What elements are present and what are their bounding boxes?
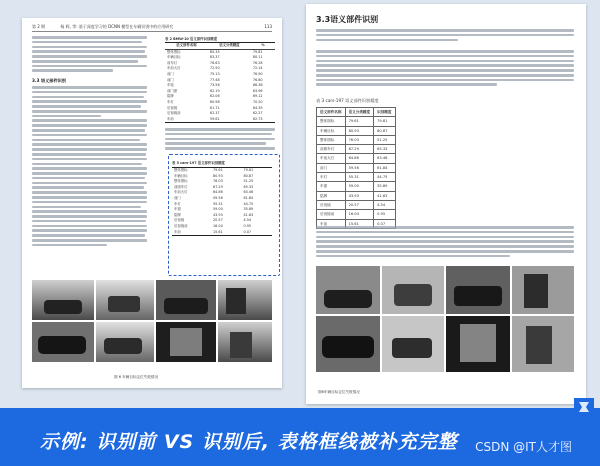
right-section-heading: 3.3语义部件识别: [316, 15, 379, 24]
table-cell: 前照车灯: [174, 184, 188, 189]
table-cell: 72.14: [252, 66, 263, 71]
banner-text: 示例: 识别前 VS 识别后, 表格框线被补充完整: [40, 431, 458, 453]
table-cell: 75.13: [209, 71, 220, 76]
table-row: [317, 154, 396, 163]
table-row: [317, 173, 396, 182]
table-cell: 76.03: [345, 135, 374, 144]
table-cell: 62.73: [252, 116, 263, 121]
table-cell: 后视镜: [174, 218, 185, 223]
table-cell: 43.93: [345, 191, 374, 200]
table-cell: 79.81: [374, 117, 395, 126]
table-cell: 61.71: [209, 105, 220, 110]
table-cell: 后视镜前: [167, 111, 181, 116]
table-cell: 59.00: [213, 207, 223, 212]
table-cell: 41.63: [374, 191, 395, 200]
table-cell: 4.54: [243, 218, 252, 223]
table-cell: 20.57: [345, 200, 374, 209]
table-cell: 0.07: [243, 229, 252, 234]
header-rule: [32, 31, 272, 32]
header-title: 杨 辉, 等: 基于深度学习的 DCNN 模型在车辆识别中的应用研究: [60, 24, 174, 29]
table-cell: 79.61: [345, 117, 374, 126]
table-cell: 整体图标: [317, 117, 346, 126]
table-cell: 前门: [167, 77, 174, 82]
table-cell: 前门: [167, 71, 174, 76]
table-cell: 80.93: [345, 126, 374, 135]
table-cell: 车前: [174, 229, 181, 234]
left-table-top: [165, 42, 275, 123]
table-cell: 63.46: [243, 190, 254, 195]
header-issue: 第 2 期: [32, 24, 46, 29]
table-cell: 62.06: [209, 94, 220, 99]
table-cell: 44.75: [243, 201, 254, 206]
table-cell: 铭牌: [317, 191, 346, 200]
table-cell: 整体图标: [317, 135, 346, 144]
left-table-top-caption: 表 2 BMW-10 语义部件识别精度: [165, 37, 218, 41]
table-cell: 车前大灯: [167, 66, 181, 71]
table-cell: 76.90: [252, 71, 263, 76]
table-cell: 61.84: [243, 195, 254, 200]
right-body-text: [316, 50, 574, 88]
table-row: [317, 182, 396, 191]
table-cell: 79.81: [243, 168, 254, 172]
right-column-text: [165, 128, 275, 152]
table-cell: 77.48: [209, 77, 220, 82]
table-cell: 0.95: [243, 223, 252, 228]
page-header: [32, 24, 272, 30]
table-cell: 后视镜: [167, 105, 178, 110]
table-cell: 80.11: [252, 55, 263, 60]
corner-ribbon-icon: [574, 398, 594, 420]
table-cell: 59.61: [209, 116, 220, 121]
table-header-cell: 语义分类精度: [345, 108, 374, 117]
table-cell: 15.61: [345, 219, 374, 228]
table-cell: 车辆目标: [174, 173, 188, 178]
table-cell: 63.46: [374, 154, 395, 163]
table-cell: 63.96: [252, 88, 263, 93]
table-cell: 前门: [174, 195, 181, 200]
table-row: [317, 210, 396, 219]
table-cell: 59.00: [345, 182, 374, 191]
table-cell: 69.12: [252, 94, 263, 99]
table-cell: 16.04: [345, 210, 374, 219]
table-row: [165, 117, 275, 123]
table-cell: 35.89: [374, 182, 395, 191]
table-row: [317, 200, 396, 209]
table-cell: 59.56: [345, 163, 374, 172]
table-cell: 车辆目标: [167, 55, 181, 60]
table-cell: 80.87: [243, 173, 254, 178]
right-bordered-table: [316, 107, 396, 229]
figure-caption: 图6车辆目标定位失败情况: [318, 390, 360, 394]
table-cell: 前车灯: [167, 60, 178, 65]
table-cell: 前门: [317, 163, 346, 172]
figure-car-photos-recognized: [316, 266, 574, 384]
table-cell: 车前: [167, 116, 174, 121]
table-cell: 60.98: [209, 99, 220, 104]
table-cell: 车灯: [167, 99, 174, 104]
table-cell: 67.29: [213, 184, 223, 189]
table-cell: 车灯: [174, 201, 181, 206]
table-cell: 67.29: [345, 145, 374, 154]
table-cell: 80.87: [374, 126, 395, 135]
left-table-bottom-caption: 表 3 cars-197 语义部件识别精度: [172, 161, 225, 165]
table-row: [317, 117, 396, 126]
table-cell: 车轮: [167, 83, 174, 88]
table-cell: 前照车灯: [317, 145, 346, 154]
recognized-document-page: [306, 4, 586, 404]
table-cell: 76.80: [252, 77, 263, 82]
table-cell: 后视镜前: [174, 223, 188, 228]
table-cell: 16.04: [213, 223, 223, 228]
figure-caption: 图 6 车辆目标定位失败情况: [114, 375, 159, 379]
left-column-text-top: [32, 36, 147, 74]
table-cell: 后视镜: [317, 200, 346, 209]
table-cell: 44.75: [374, 173, 395, 182]
table-cell: 61.84: [374, 163, 395, 172]
table-cell: 车窗: [317, 182, 346, 191]
header-page-number: 113: [264, 24, 272, 29]
table-cell: 55.31: [345, 173, 374, 182]
table-row: [317, 126, 396, 135]
right-text-after-table: [316, 226, 574, 259]
table-cell: 20.57: [213, 218, 223, 223]
table-row: [317, 163, 396, 172]
table-cell: 80.93: [213, 173, 223, 178]
highlight-dashed-box: [168, 154, 280, 276]
table-cell: 铭牌: [174, 212, 181, 217]
table-header-cell: 语义部件名称: [176, 43, 197, 47]
left-column-text-body: [32, 86, 147, 249]
table-cell: 72.50: [209, 66, 220, 71]
table-cell: 0.95: [374, 210, 395, 219]
csdn-watermark: CSDN @IT人才图: [475, 440, 572, 454]
table-cell: 76.03: [213, 179, 223, 184]
table-cell: 59.56: [213, 195, 223, 200]
table-header-cell: 识别精度: [374, 108, 395, 117]
table-cell: 68.36: [252, 83, 263, 88]
table-cell: 车辆目标: [317, 126, 346, 135]
table-cell: 65.33: [374, 145, 395, 154]
table-header-cell: 语义分类精度: [219, 43, 240, 47]
table-cell: 车前大灯: [174, 190, 188, 195]
table-header-cell: %: [261, 43, 265, 47]
table-cell: 64.86: [345, 154, 374, 163]
table-cell: 62.27: [252, 111, 263, 116]
table-cell: 整体图标: [167, 49, 181, 54]
table-cell: 79.61: [213, 168, 223, 172]
table-header-cell: 语义部件名称: [317, 108, 346, 117]
table-cell: 车前大灯: [317, 154, 346, 163]
table-row: [317, 145, 396, 154]
table-cell: 15.61: [213, 229, 223, 234]
table-cell: 整体图标: [174, 168, 188, 172]
original-document-page: [22, 18, 282, 388]
table-row: [317, 135, 396, 144]
table-cell: 70.20: [252, 99, 263, 104]
table-cell: 83.37: [209, 55, 220, 60]
right-intro-text: [316, 29, 574, 43]
table-cell: 4.54: [374, 200, 395, 209]
table-cell: 车窗: [174, 207, 181, 212]
figure-car-photos: [32, 280, 272, 370]
table-cell: 前门窗: [167, 88, 178, 93]
table-cell: 后视镜前: [317, 210, 346, 219]
table-cell: 整体图标: [174, 179, 188, 184]
right-table-caption: 表 3 cars-197 语义部件识别精度: [316, 98, 379, 103]
table-cell: 62.37: [209, 111, 220, 116]
left-section-heading: 3.3 语义部件识别: [32, 78, 67, 83]
table-cell: 35.89: [243, 207, 254, 212]
table-cell: 62.19: [209, 88, 220, 93]
table-cell: 车灯: [317, 173, 346, 182]
table-cell: 79.81: [252, 49, 263, 54]
table-cell: 76.28: [252, 60, 263, 65]
table-cell: 65.33: [243, 184, 254, 189]
table-cell: 51.25: [374, 135, 395, 144]
table-cell: 车前: [317, 219, 346, 228]
table-cell: 64.39: [252, 105, 263, 110]
table-cell: 73.56: [209, 83, 220, 88]
table-cell: 55.31: [213, 201, 223, 206]
table-cell: 0.07: [374, 219, 395, 228]
table-cell: 76.63: [209, 60, 220, 65]
table-cell: 85.35: [209, 49, 220, 54]
table-cell: 51.25: [243, 179, 254, 184]
table-row: [317, 191, 396, 200]
table-cell: 64.86: [213, 190, 223, 195]
table-cell: 铭牌: [167, 94, 174, 99]
table-cell: 43.93: [213, 212, 223, 217]
table-cell: 41.63: [243, 212, 254, 217]
